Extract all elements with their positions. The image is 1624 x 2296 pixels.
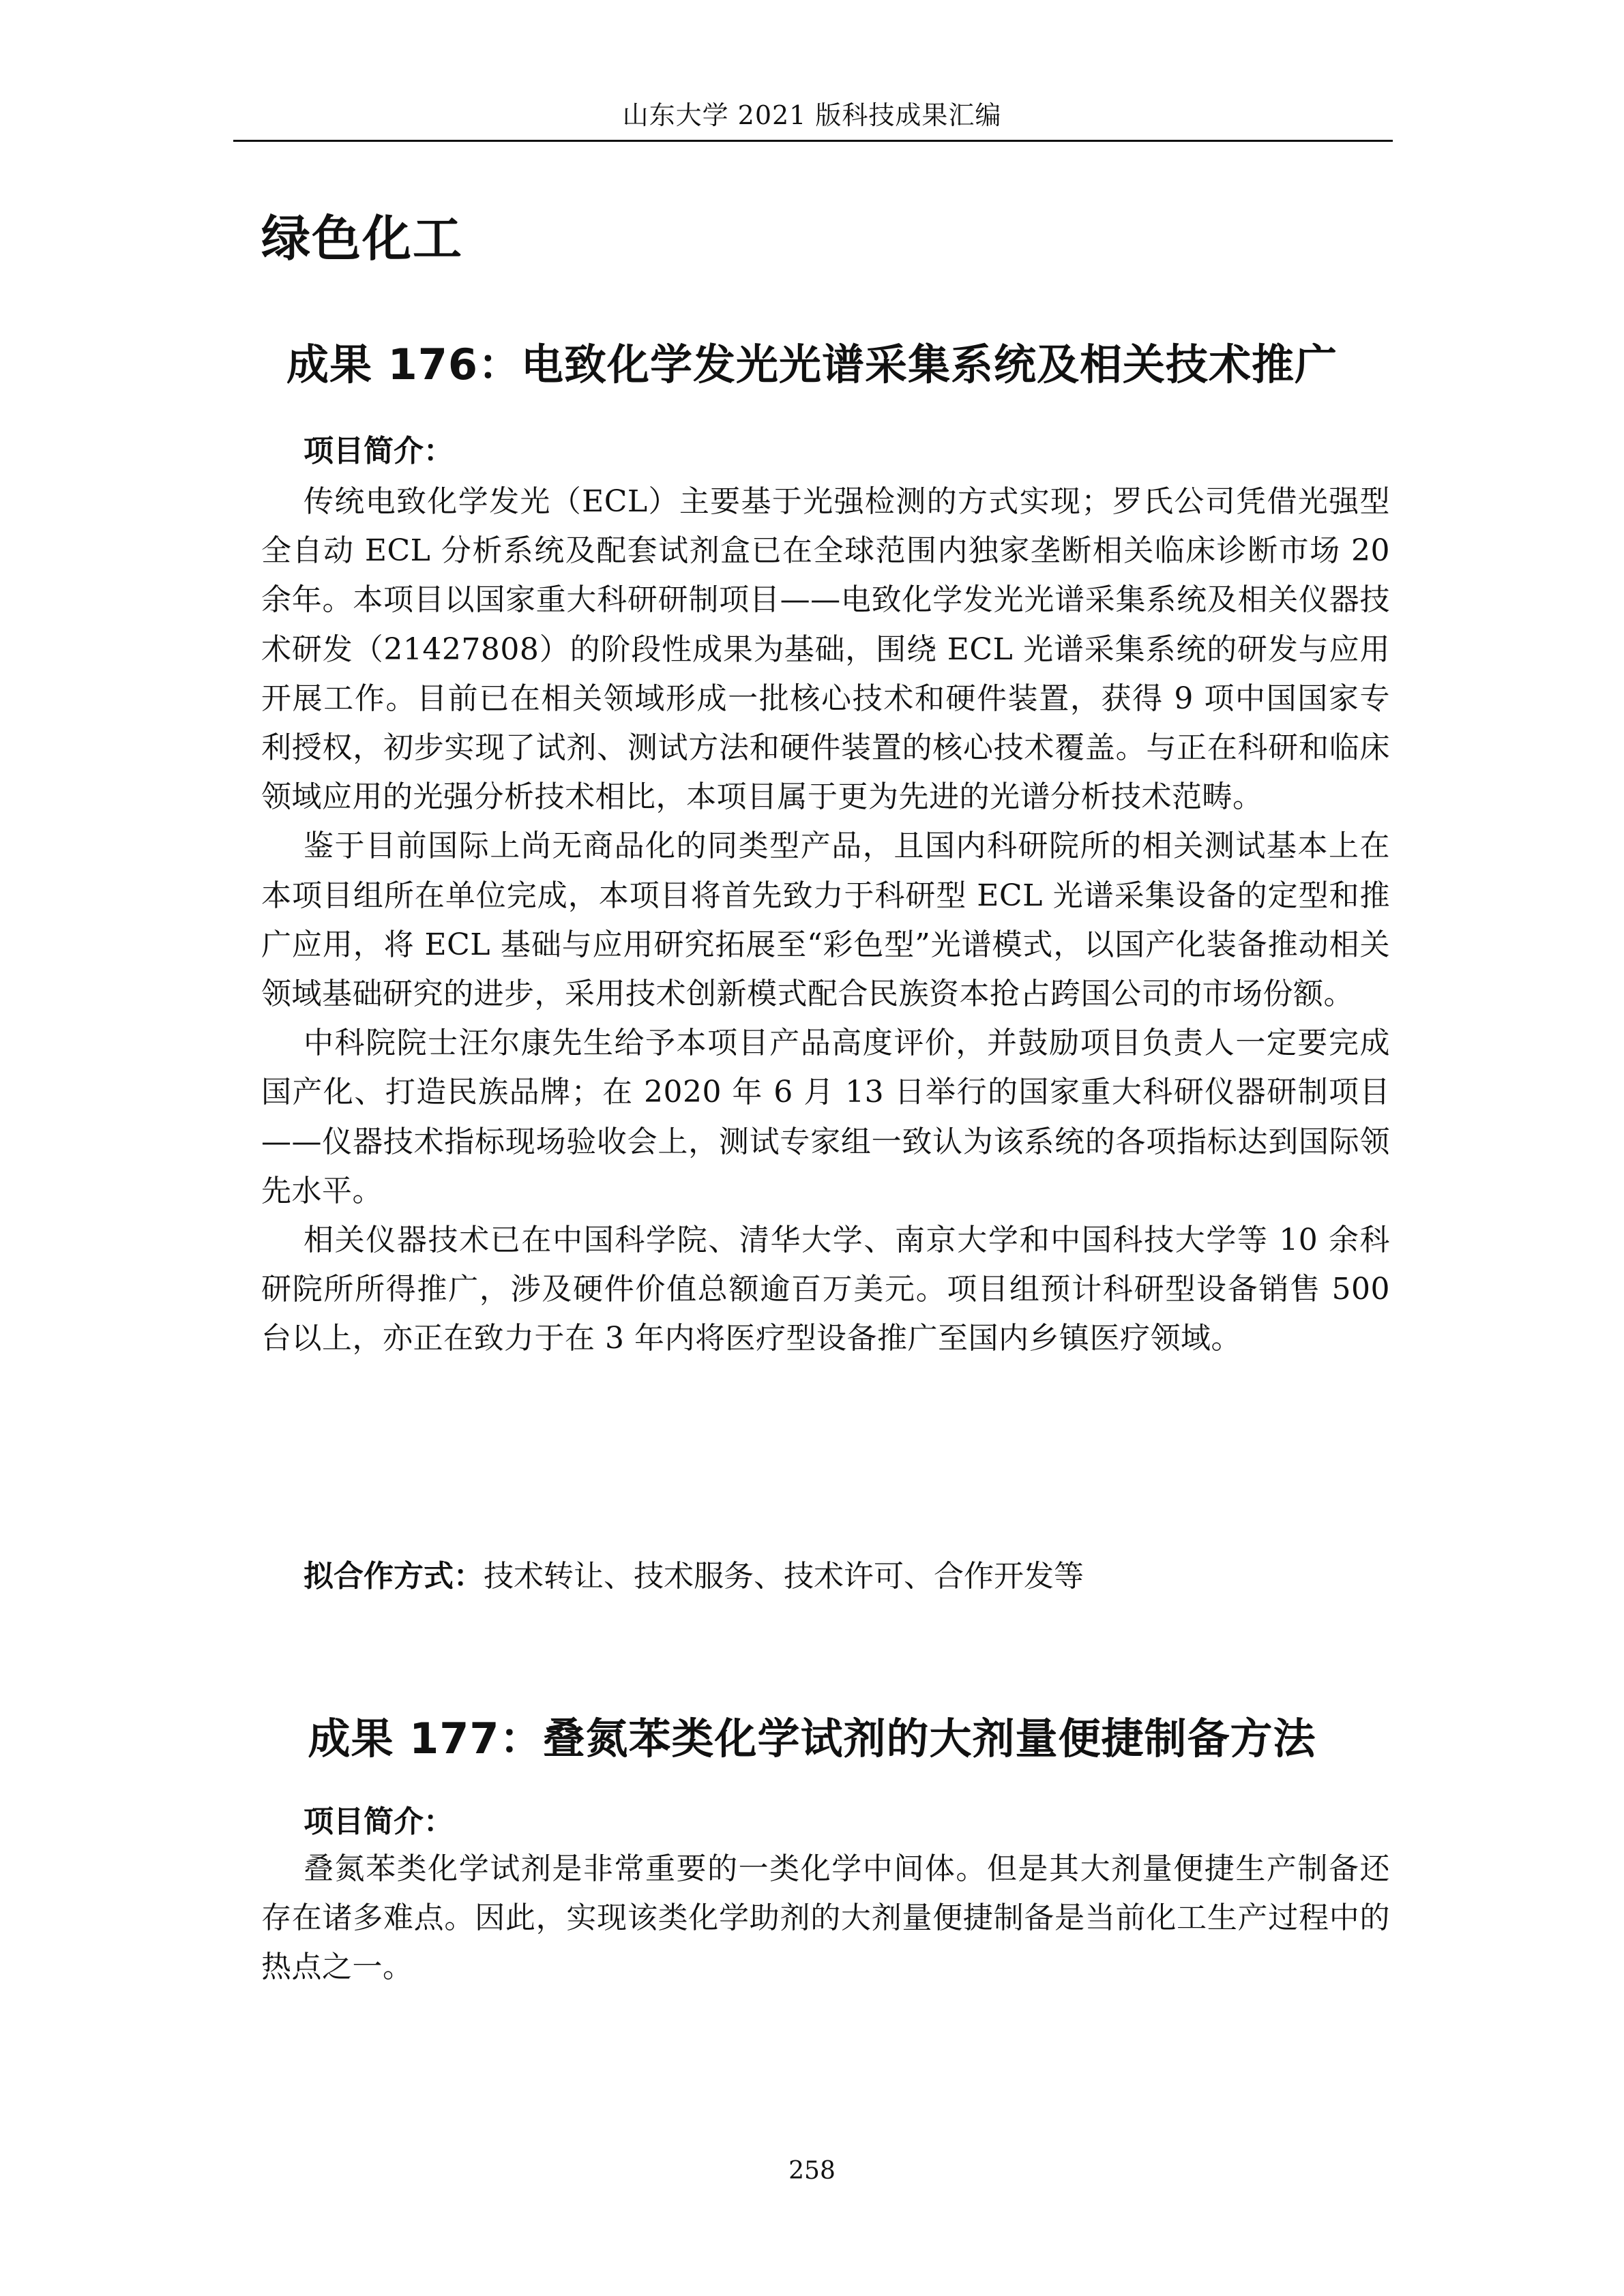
result-177-body — [261, 1845, 1390, 1993]
page-number: 258 — [788, 2157, 836, 2185]
result-176-body — [261, 477, 1390, 1364]
result-176-paragraph-1: 传统电致化学发光（ECL）主要基于光强检测的方式实现；罗氏公司凭借光强型全自动 ECL 分析系统及配套试剂盒已在全球范围内独家垄断相关临床诊断市场 20 余年。本项目以国家重大科研研制项目——电致化学发光光谱采集系统及相关仪器技术研发（21427808）的阶段性成果为基础，围绕 ECL 光谱采集系统的研发与应用开展工作。目前已在相关领域形成一批核心技术和硬件装置，获得 9 项中国国家专利授权，初步实现了试剂、测试方法和硬件装置的核心技术覆盖。与正在科研和临床领域应用的光强分析技术相比，本项目属于更为先进的光谱分析技术范畴。 — [261, 484, 1390, 815]
header-divider — [233, 140, 1393, 142]
result-177-intro-label: 项目简介： — [304, 1804, 454, 1839]
result-177-title: 成果 177：叠氮苯类化学试剂的大剂量便捷制备方法 — [308, 1714, 1316, 1763]
section-title: 绿色化工 — [261, 210, 464, 267]
result-176-paragraph-4: 相关仪器技术已在中国科学院、清华大学、南京大学和中国科技大学等 10 余科研院所所得推广，涉及硬件价值总额逾百万美元。项目组预计科研型设备销售 500 台以上，亦正在致力于在 3 年内将医疗型设备推广至国内乡镇医疗领域。 — [261, 1223, 1390, 1356]
result-177-paragraph-1: 叠氮苯类化学试剂是非常重要的一类化学中间体。但是其大剂量便捷生产制备还存在诸多难点。因此，实现该类化学助剂的大剂量便捷制备是当前化工生产过程中的热点之一。 — [261, 1851, 1390, 1985]
cooperation-line — [304, 1551, 1084, 1595]
result-176-title: 成果 176：电致化学发光光谱采集系统及相关技术推广 — [286, 340, 1338, 389]
running-header: 山东大学 2021 版科技成果汇编 — [622, 100, 1002, 130]
cooperation-value: 技术转让、技术服务、技术许可、合作开发等 — [484, 1559, 1084, 1594]
result-176-intro-label: 项目简介： — [304, 434, 454, 468]
result-176-paragraph-2: 鉴于目前国际上尚无商品化的同类型产品，且国内科研院所的相关测试基本上在本项目组所在单位完成，本项目将首先致力于科研型 ECL 光谱采集设备的定型和推广应用，将 ECL 基础与应用研究拓展至“彩色型”光谱模式，以国产化装备推动相关领域基础研究的进步，采用技术创新模式配合民族资本抢占跨国公司的市场份额。 — [261, 829, 1390, 1012]
result-176-paragraph-3: 中科院院士汪尔康先生给予本项目产品高度评价，并鼓励项目负责人一定要完成国产化、打造民族品牌；在 2020 年 6 月 13 日举行的国家重大科研仪器研制项目——仪器技术指标现场验收会上，测试专家组一致认为该系统的各项指标达到国际领先水平。 — [261, 1026, 1390, 1208]
cooperation-label: 拟合作方式： — [304, 1559, 484, 1594]
